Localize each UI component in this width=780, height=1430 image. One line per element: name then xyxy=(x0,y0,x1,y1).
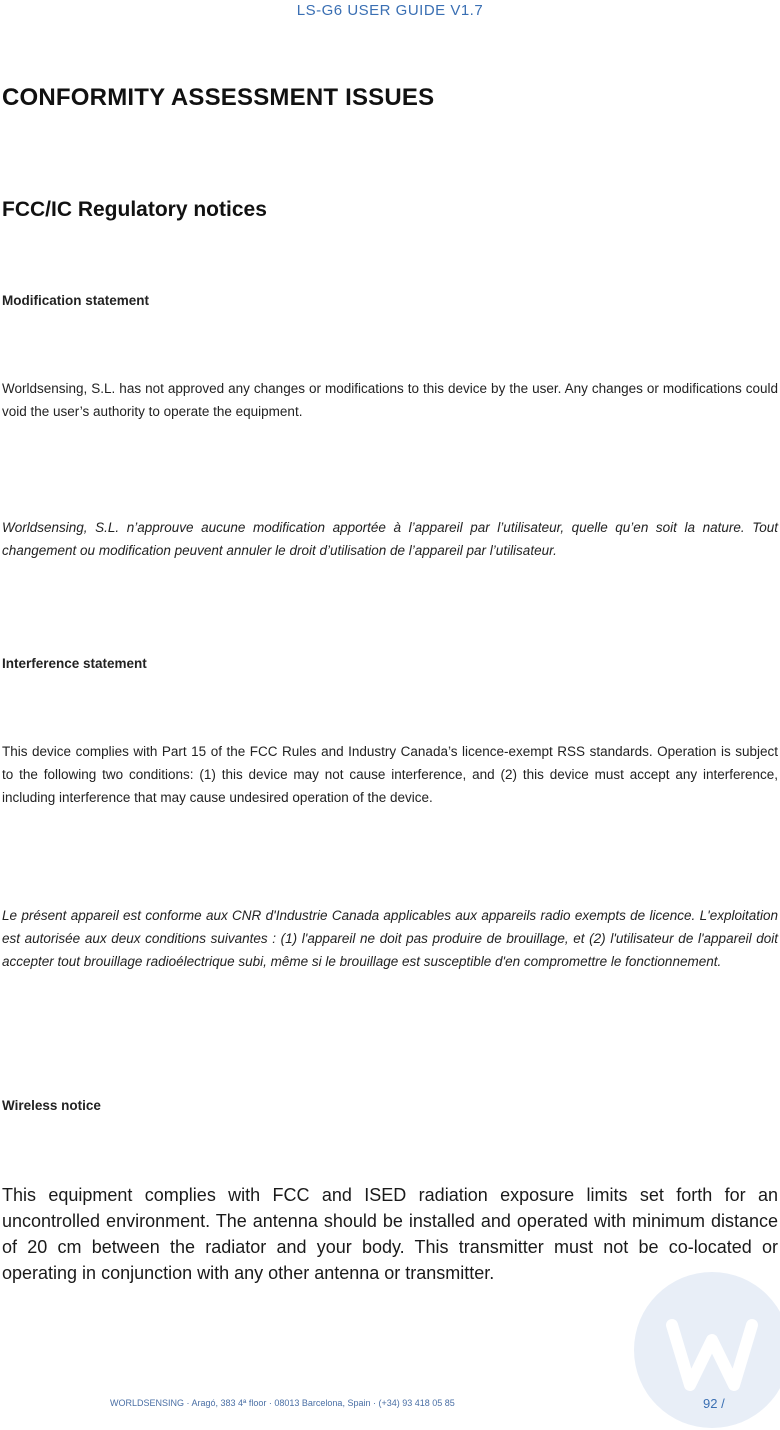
modification-heading: Modification statement xyxy=(2,293,150,308)
document-footer xyxy=(0,1398,780,1416)
modification-en-paragraph: Worldsensing, S.L. has not approved any changes or modifications to this device by the user. Any changes or modifications could void the user’s authority to operate the equipment. xyxy=(2,381,778,419)
interference-heading: Interference statement xyxy=(2,656,147,671)
wireless-heading: Wireless notice xyxy=(2,1098,101,1113)
wireless-en-paragraph: This equipment complies with FCC and ISED radiation exposure limits set forth for an uncontrolled environment. The antenna should be installed and operated with minimum distance of 20 cm between the radiator and your body. This transmitter must not be co-located or operating in conjunction with any other antenna or transmitter. xyxy=(2,1185,778,1283)
page-number: 92 / xyxy=(703,1396,725,1411)
interference-en-paragraph: This device complies with Part 15 of the FCC Rules and Industry Canada’s licence-exempt RSS standards. Operation is subject to the following two conditions: (1) this device may not cause interference, and (2) this device must accept any interference, including interference that may cause undesired operation of the device. xyxy=(2,744,778,805)
interference-fr-paragraph: Le présent appareil est conforme aux CNR d'Industrie Canada applicables aux appareils radio exempts de licence. L'exploitation est autorisée aux deux conditions suivantes : (1) l'appareil ne doit pas produire de brouillage, et (2) l'utilisateur de l'appareil doit accepter tout brouillage radioélectrique subi, même si le brouillage est susceptible d'en compromettre le fonctionnement. xyxy=(2,908,778,969)
modification-fr-paragraph: Worldsensing, S.L. n’approuve aucune modification apportée à l’appareil par l’utilisateur, quelle qu’en soit la nature. Tout changement ou modification peuvent annuler le droit d’utilisation de l’appareil par l’utilisateur. xyxy=(2,520,778,558)
document-header: LS-G6 USER GUIDE V1.7 xyxy=(296,2,484,19)
page-title: CONFORMITY ASSESSMENT ISSUES xyxy=(2,84,435,111)
section-title: FCC/IC Regulatory notices xyxy=(2,198,267,221)
footer-contact: WORLDSENSING · Aragó, 383 4ª floor · 08013 Barcelona, Spain · (+34) 93 418 05 85 xyxy=(110,1398,455,1408)
